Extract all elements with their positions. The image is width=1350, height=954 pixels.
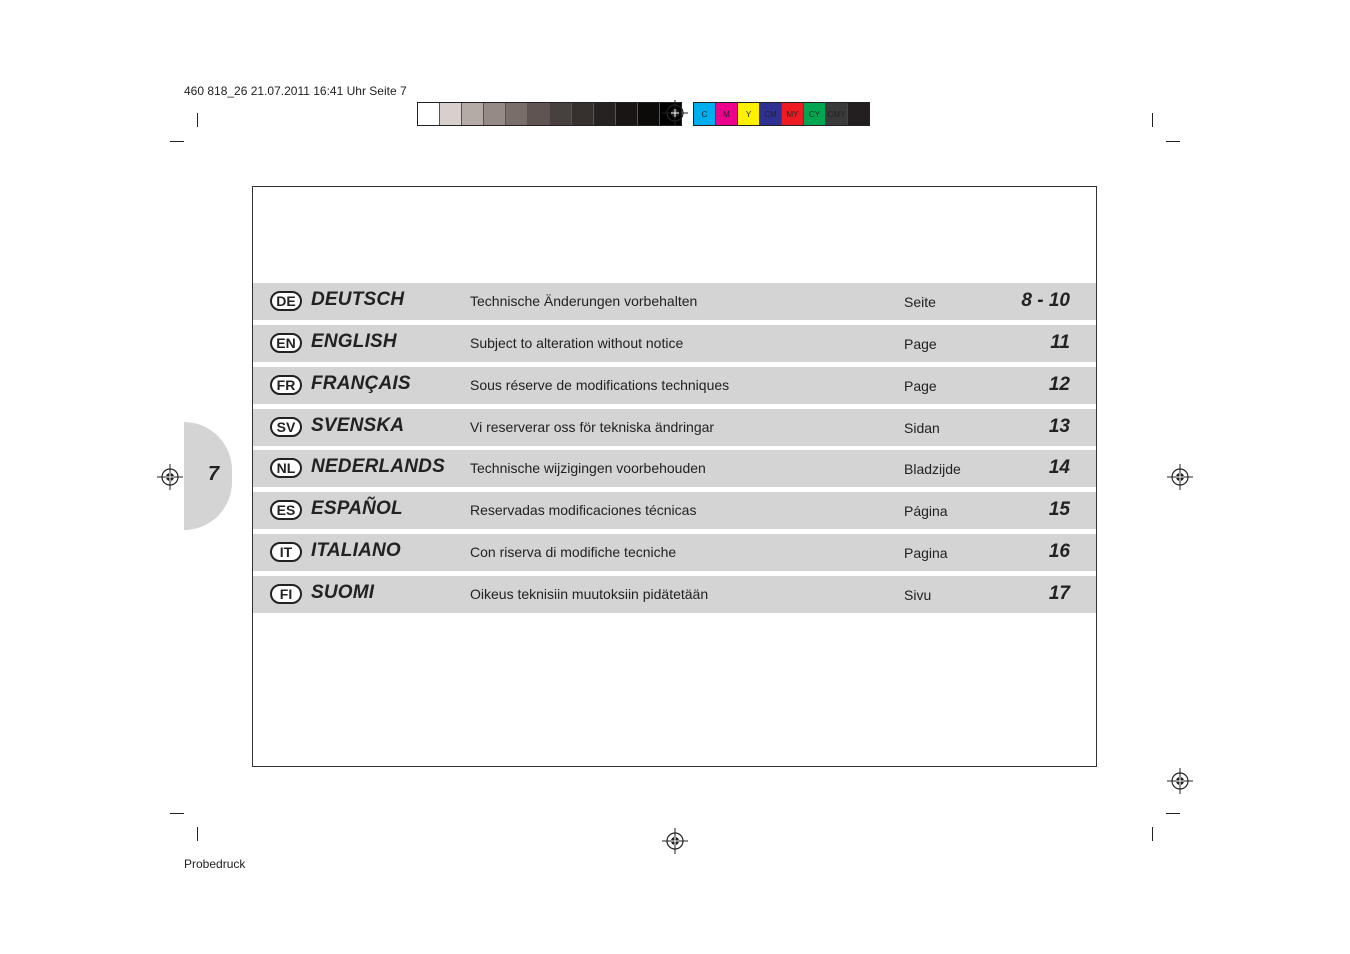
- cmyk-swatch: CM: [760, 103, 782, 125]
- gray-swatch: [594, 103, 616, 125]
- language-code-badge: DE: [270, 291, 302, 311]
- language-name: SUOMI: [311, 582, 375, 603]
- alteration-notice: Sous réserve de modifications techniques: [470, 377, 730, 393]
- language-row-it: [253, 534, 1096, 571]
- page-range: 12: [1048, 374, 1070, 395]
- page-word: Sidan: [904, 420, 940, 436]
- cmyk-color-bar: [693, 102, 870, 126]
- language-row-fi: [253, 576, 1096, 613]
- registration-mark-bottom-right-icon: [1167, 768, 1193, 794]
- language-name: DEUTSCH: [311, 289, 405, 310]
- language-name: ENGLISH: [311, 331, 397, 352]
- alteration-notice: Technische Änderungen vorbehalten: [470, 293, 698, 309]
- crop-mark: [197, 827, 198, 841]
- language-row-nl: [253, 450, 1096, 487]
- page-word: Seite: [904, 294, 936, 310]
- page-word: Page: [904, 378, 937, 394]
- cmyk-swatch: CY: [804, 103, 826, 125]
- gray-swatch: [616, 103, 638, 125]
- language-row-de: [253, 283, 1096, 320]
- language-code-badge: NL: [270, 458, 302, 478]
- alteration-notice: Vi reserverar oss för tekniska ändringar: [470, 419, 715, 435]
- cmyk-swatch: CMY: [826, 103, 848, 125]
- cmyk-swatch: MY: [782, 103, 804, 125]
- page-range: 16: [1048, 541, 1070, 562]
- cmyk-swatch: C: [694, 103, 716, 125]
- language-code-badge: ES: [270, 500, 302, 520]
- page-range: 8 - 10: [1021, 290, 1070, 311]
- language-row-es: [253, 492, 1096, 529]
- language-name: SVENSKA: [311, 415, 405, 436]
- proof-print-label: Probedruck: [184, 857, 246, 871]
- language-name: ESPAÑOL: [311, 498, 403, 519]
- page-word: Bladzijde: [904, 461, 961, 477]
- gray-swatch: [550, 103, 572, 125]
- grayscale-color-bar: [417, 102, 682, 126]
- gray-swatch: [638, 103, 660, 125]
- gray-swatch: [484, 103, 506, 125]
- cmyk-swatch: Y: [738, 103, 760, 125]
- crop-mark: [170, 813, 184, 814]
- alteration-notice: Con riserva di modifiche tecniche: [470, 544, 677, 560]
- language-code-badge: SV: [270, 417, 302, 437]
- page-range: 14: [1048, 457, 1070, 478]
- language-name: NEDERLANDS: [311, 456, 445, 477]
- registration-mark-top-icon: [662, 100, 688, 126]
- language-code-badge: FI: [270, 584, 302, 604]
- crop-mark: [197, 113, 198, 127]
- alteration-notice: Reservadas modificaciones técnicas: [470, 502, 697, 518]
- language-code-badge: FR: [270, 375, 302, 395]
- alteration-notice: Subject to alteration without notice: [470, 335, 684, 351]
- page-range: 11: [1050, 332, 1070, 353]
- page-word: Página: [904, 503, 948, 519]
- page-word: Sivu: [904, 587, 932, 603]
- crop-mark: [1166, 141, 1180, 142]
- gray-swatch: [572, 103, 594, 125]
- gray-swatch: [418, 103, 440, 125]
- gray-swatch: [528, 103, 550, 125]
- alteration-notice: Oikeus teknisiin muutoksiin pidätetään: [470, 586, 709, 602]
- cmyk-swatch: K: [848, 103, 869, 125]
- page-range: 17: [1048, 583, 1070, 604]
- language-code-badge: EN: [270, 333, 302, 353]
- registration-mark-left-icon: [157, 464, 183, 490]
- cmyk-swatch: M: [716, 103, 738, 125]
- crop-mark: [1166, 813, 1180, 814]
- registration-mark-bottom-icon: [662, 828, 688, 854]
- gray-swatch: [462, 103, 484, 125]
- page-number: 7: [208, 463, 220, 485]
- language-row-fr: [253, 367, 1096, 404]
- alteration-notice: Technische wijzigingen voorbehouden: [470, 460, 706, 476]
- language-name: ITALIANO: [311, 540, 401, 561]
- crop-mark: [1152, 113, 1153, 127]
- crop-mark: [170, 141, 184, 142]
- page-word: Page: [904, 336, 937, 352]
- crop-mark: [1152, 827, 1153, 841]
- language-row-sv: [253, 409, 1096, 446]
- gray-swatch: [440, 103, 462, 125]
- language-code-badge: IT: [270, 542, 302, 562]
- print-slug-line: 460 818_26 21.07.2011 16:41 Uhr Seite 7: [184, 84, 407, 98]
- language-name: FRANÇAIS: [311, 373, 411, 394]
- page-range: 13: [1048, 416, 1070, 437]
- gray-swatch: [506, 103, 528, 125]
- page-word: Pagina: [904, 545, 948, 561]
- language-row-en: [253, 325, 1096, 362]
- registration-mark-right-icon: [1167, 464, 1193, 490]
- page-range: 15: [1048, 499, 1070, 520]
